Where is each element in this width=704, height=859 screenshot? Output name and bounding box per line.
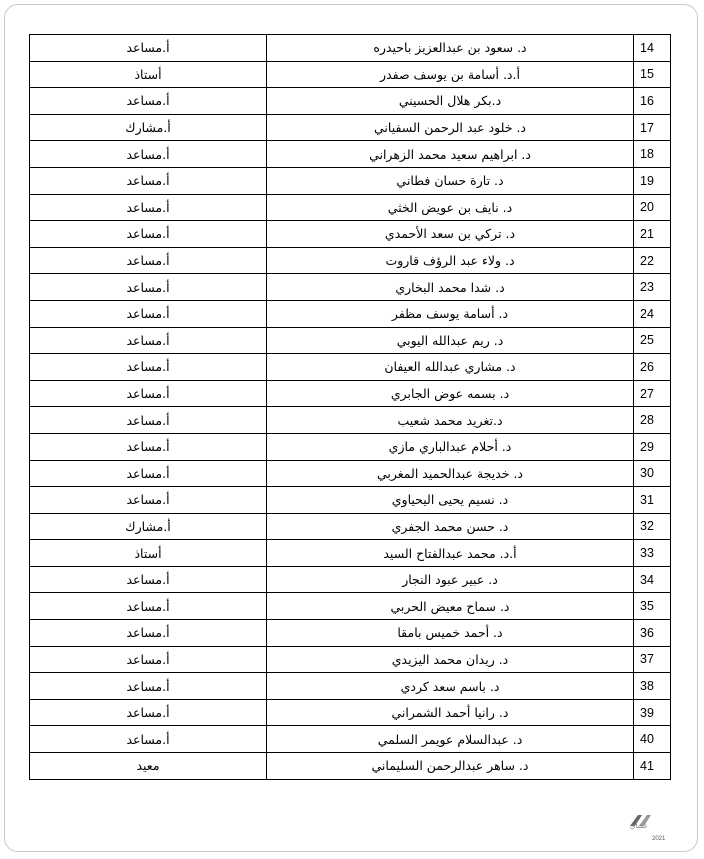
table-row (30, 460, 671, 487)
academic-rank: أ.مساعد (30, 274, 267, 301)
staff-name: أ.د. أسامة بن يوسف صفدر (267, 61, 634, 88)
row-number: 28 (634, 407, 671, 434)
staff-name: د.تغريد محمد شعيب (267, 407, 634, 434)
staff-name: د. رانيا أحمد الشمراني (267, 699, 634, 726)
academic-rank: أ.مساعد (30, 407, 267, 434)
academic-rank: أ.مشارك (30, 114, 267, 141)
table-row (30, 540, 671, 567)
row-number: 17 (634, 114, 671, 141)
row-number: 16 (634, 88, 671, 115)
row-number: 31 (634, 487, 671, 514)
staff-name: د. عبير عبود النجار (267, 566, 634, 593)
staff-name: د. بسمه عوض الجابري (267, 380, 634, 407)
staff-name: د. تارة حسان فطاني (267, 167, 634, 194)
row-number: 22 (634, 247, 671, 274)
table-row (30, 753, 671, 780)
row-number: 40 (634, 726, 671, 753)
table-row (30, 407, 671, 434)
staff-name: د. حسن محمد الجفري (267, 513, 634, 540)
row-number: 27 (634, 380, 671, 407)
academic-rank: أ.مساعد (30, 247, 267, 274)
row-number: 25 (634, 327, 671, 354)
academic-rank: أ.مساعد (30, 221, 267, 248)
row-number: 39 (634, 699, 671, 726)
table-row (30, 194, 671, 221)
row-number: 36 (634, 620, 671, 647)
academic-rank: أ.مساعد (30, 726, 267, 753)
row-number: 19 (634, 167, 671, 194)
academic-rank: أ.مساعد (30, 460, 267, 487)
staff-name: د. ريدان محمد اليزيدي (267, 646, 634, 673)
row-number: 29 (634, 433, 671, 460)
row-number: 24 (634, 300, 671, 327)
academic-rank: أ.مساعد (30, 566, 267, 593)
staff-name: د. شدا محمد البخاري (267, 274, 634, 301)
table-row (30, 35, 671, 62)
table-row (30, 673, 671, 700)
footer-year: 2021 (652, 836, 666, 842)
staff-name: د. باسم سعد كردي (267, 673, 634, 700)
table-row (30, 274, 671, 301)
footer-brand: عشاي (630, 822, 649, 830)
table-row (30, 327, 671, 354)
row-number: 21 (634, 221, 671, 248)
academic-rank: أستاذ (30, 61, 267, 88)
staff-table (29, 34, 671, 780)
staff-name: د. مشاري عبدالله العيفان (267, 354, 634, 381)
staff-name: د. خديجة عبدالحميد المغربي (267, 460, 634, 487)
row-number: 23 (634, 274, 671, 301)
staff-name: د.بكر هلال الحسيني (267, 88, 634, 115)
table-row (30, 620, 671, 647)
row-number: 32 (634, 513, 671, 540)
staff-name: د. سعود بن عبدالعزيز باحيدره (267, 35, 634, 62)
academic-rank: أ.مساعد (30, 433, 267, 460)
staff-name: د. ولاء عبد الرؤف قاروت (267, 247, 634, 274)
staff-name: د. ابراهيم سعيد محمد الزهراني (267, 141, 634, 168)
table-row (30, 380, 671, 407)
table-row (30, 61, 671, 88)
table-row (30, 221, 671, 248)
staff-name: د. عبدالسلام عويمر السلمي (267, 726, 634, 753)
table-row (30, 487, 671, 514)
table-row (30, 433, 671, 460)
academic-rank: أ.مساعد (30, 354, 267, 381)
row-number: 20 (634, 194, 671, 221)
academic-rank: أستاذ (30, 540, 267, 567)
academic-rank: أ.مساعد (30, 620, 267, 647)
staff-name: د. أسامة يوسف مظفر (267, 300, 634, 327)
table-row (30, 699, 671, 726)
table-row (30, 247, 671, 274)
row-number: 18 (634, 141, 671, 168)
row-number: 33 (634, 540, 671, 567)
staff-name: د. تركي بن سعد الأحمدي (267, 221, 634, 248)
staff-name: د. أحمد خميس بامقا (267, 620, 634, 647)
table-row (30, 726, 671, 753)
academic-rank: أ.مشارك (30, 513, 267, 540)
staff-name: د. أحلام عبدالباري مازي (267, 433, 634, 460)
table-row (30, 513, 671, 540)
academic-rank: أ.مساعد (30, 167, 267, 194)
table-row (30, 300, 671, 327)
table-row (30, 593, 671, 620)
staff-name: أ.د. محمد عبدالفتاح السيد (267, 540, 634, 567)
staff-name: د. سماح معيض الحربي (267, 593, 634, 620)
academic-rank: أ.مساعد (30, 487, 267, 514)
academic-rank: أ.مساعد (30, 380, 267, 407)
row-number: 30 (634, 460, 671, 487)
staff-name: د. خلود عبد الرحمن السفياني (267, 114, 634, 141)
table-row (30, 88, 671, 115)
academic-rank: أ.مساعد (30, 327, 267, 354)
row-number: 41 (634, 753, 671, 780)
staff-name: د. نسيم يحيى اليحياوي (267, 487, 634, 514)
academic-rank: أ.مساعد (30, 88, 267, 115)
academic-rank: أ.مساعد (30, 194, 267, 221)
staff-table-body (30, 35, 671, 780)
table-row (30, 646, 671, 673)
academic-rank: أ.مساعد (30, 35, 267, 62)
row-number: 14 (634, 35, 671, 62)
table-row (30, 566, 671, 593)
row-number: 26 (634, 354, 671, 381)
academic-rank: أ.مساعد (30, 141, 267, 168)
row-number: 34 (634, 566, 671, 593)
academic-rank: أ.مساعد (30, 300, 267, 327)
row-number: 37 (634, 646, 671, 673)
table-row (30, 141, 671, 168)
row-number: 35 (634, 593, 671, 620)
academic-rank: أ.مساعد (30, 593, 267, 620)
row-number: 15 (634, 61, 671, 88)
academic-rank: معيد (30, 753, 267, 780)
staff-name: د. نايف بن عويض الخثي (267, 194, 634, 221)
staff-name: د. ريم عبدالله اليوبي (267, 327, 634, 354)
academic-rank: أ.مساعد (30, 673, 267, 700)
row-number: 38 (634, 673, 671, 700)
academic-rank: أ.مساعد (30, 646, 267, 673)
table-row (30, 114, 671, 141)
academic-rank: أ.مساعد (30, 699, 267, 726)
staff-name: د. ساهر عبدالرحمن السليماني (267, 753, 634, 780)
table-row (30, 167, 671, 194)
table-row (30, 354, 671, 381)
